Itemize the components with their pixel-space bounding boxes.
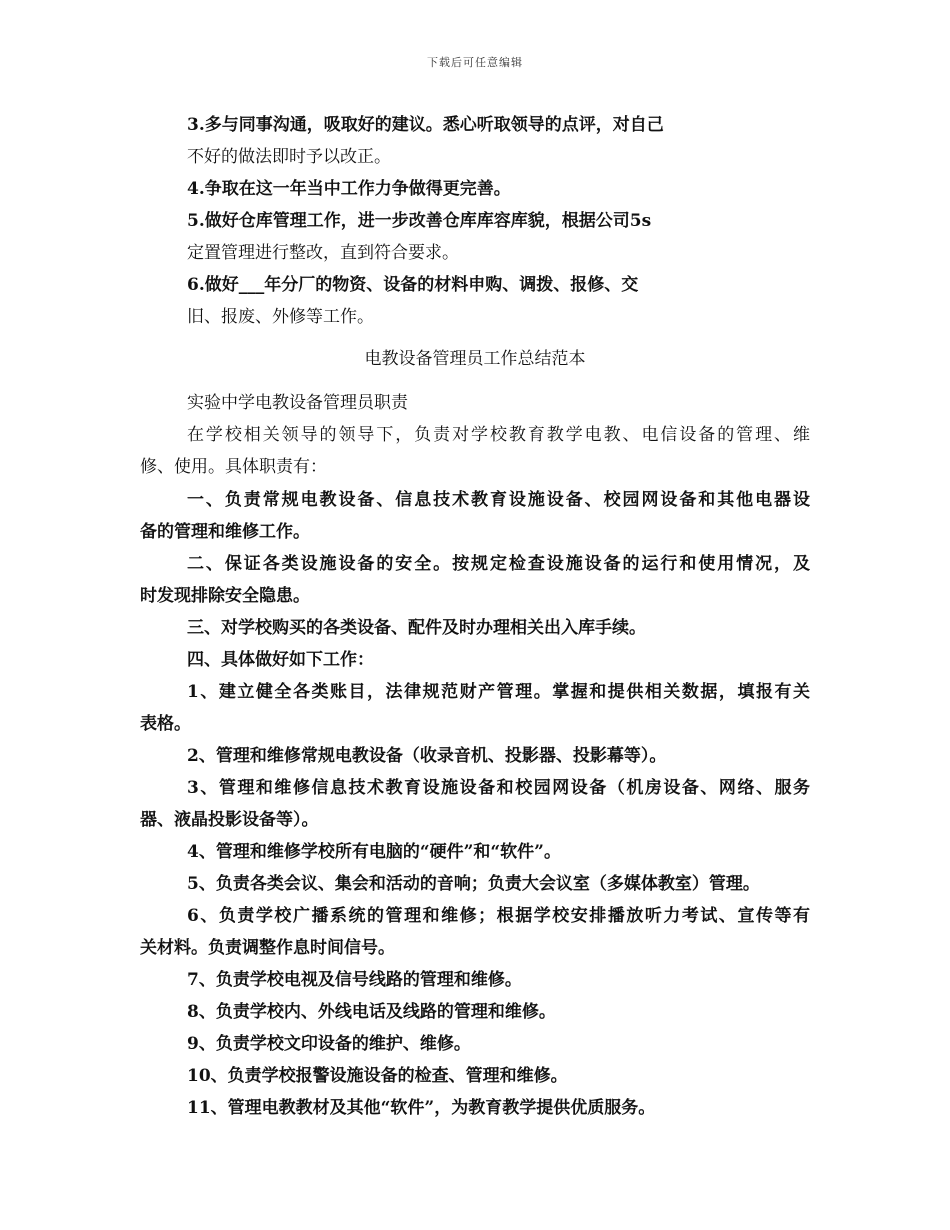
duty-2-line2: 时发现排除安全隐患。 bbox=[140, 586, 310, 606]
list-item-3-line2: 不好的做法即时予以改正。 bbox=[187, 147, 391, 167]
task-7: 7、负责学校电视及信号线路的管理和维修。 bbox=[187, 970, 522, 990]
task-11: 11、管理电教教材及其他“软件”，为教育教学提供优质服务。 bbox=[187, 1098, 656, 1118]
task-6-line2: 关材料。负责调整作息时间信号。 bbox=[140, 938, 395, 958]
task-2: 2、管理和维修常规电教设备（收录音机、投影器、投影幕等）。 bbox=[187, 746, 667, 766]
list-item-6-line2: 旧、报废、外修等工作。 bbox=[187, 307, 374, 327]
list-item-5-line1: 5.做好仓库管理工作，进一步改善仓库库容库貌，根据公司5s bbox=[187, 211, 652, 231]
task-4: 4、管理和维修学校所有电脑的“硬件”和“软件”。 bbox=[187, 842, 561, 862]
intro-line1: 在学校相关领导的领导下，负责对学校教育教学电教、电信设备的管理、维 bbox=[187, 425, 810, 445]
list-item-4: 4.争取在这一年当中工作力争做得更完善。 bbox=[187, 179, 511, 199]
task-10: 10、负责学校报警设施设备的检查、管理和维修。 bbox=[187, 1066, 568, 1086]
duty-1-line2: 备的管理和维修工作。 bbox=[140, 522, 310, 542]
task-6-line1: 6、负责学校广播系统的管理和维修；根据学校安排播放听力考试、宣传等有 bbox=[187, 906, 810, 926]
task-8: 8、负责学校内、外线电话及线路的管理和维修。 bbox=[187, 1002, 556, 1022]
task-3-line1: 3、管理和维修信息技术教育设施设备和校园网设备（机房设备、网络、服务 bbox=[187, 778, 810, 798]
section-title: 电教设备管理员工作总结范本 bbox=[364, 349, 586, 369]
list-item-3-line1: 3.多与同事沟通，吸取好的建议。悉心听取领导的点评，对自己 bbox=[187, 115, 664, 135]
subtitle: 实验中学电教设备管理员职责 bbox=[187, 393, 408, 413]
duty-4: 四、具体做好如下工作： bbox=[187, 650, 374, 670]
task-3-line2: 器、液晶投影设备等）。 bbox=[140, 810, 319, 830]
task-9: 9、负责学校文印设备的维护、维修。 bbox=[187, 1034, 471, 1054]
task-5: 5、负责各类会议、集会和活动的音响；负责大会议室（多媒体教室）管理。 bbox=[187, 874, 760, 894]
duty-2-line1: 二、保证各类设施设备的安全。按规定检查设施设备的运行和使用情况，及 bbox=[187, 554, 810, 574]
list-item-6-line1: 6.做好___年分厂的物资、设备的材料申购、调拨、报修、交 bbox=[187, 275, 639, 295]
list-item-5-line2: 定置管理进行整改，直到符合要求。 bbox=[187, 243, 459, 263]
task-1-line2: 表格。 bbox=[140, 714, 191, 734]
duty-3: 三、对学校购买的各类设备、配件及时办理相关出入库手续。 bbox=[187, 618, 646, 638]
duty-1-line1: 一、负责常规电教设备、信息技术教育设施设备、校园网设备和其他电器设 bbox=[187, 490, 810, 510]
page-header: 下载后可任意编辑 bbox=[427, 56, 523, 69]
task-1-line1: 1、建立健全各类账目，法律规范财产管理。掌握和提供相关数据，填报有关 bbox=[187, 682, 810, 702]
intro-line2: 修、使用。具体职责有： bbox=[140, 457, 327, 477]
